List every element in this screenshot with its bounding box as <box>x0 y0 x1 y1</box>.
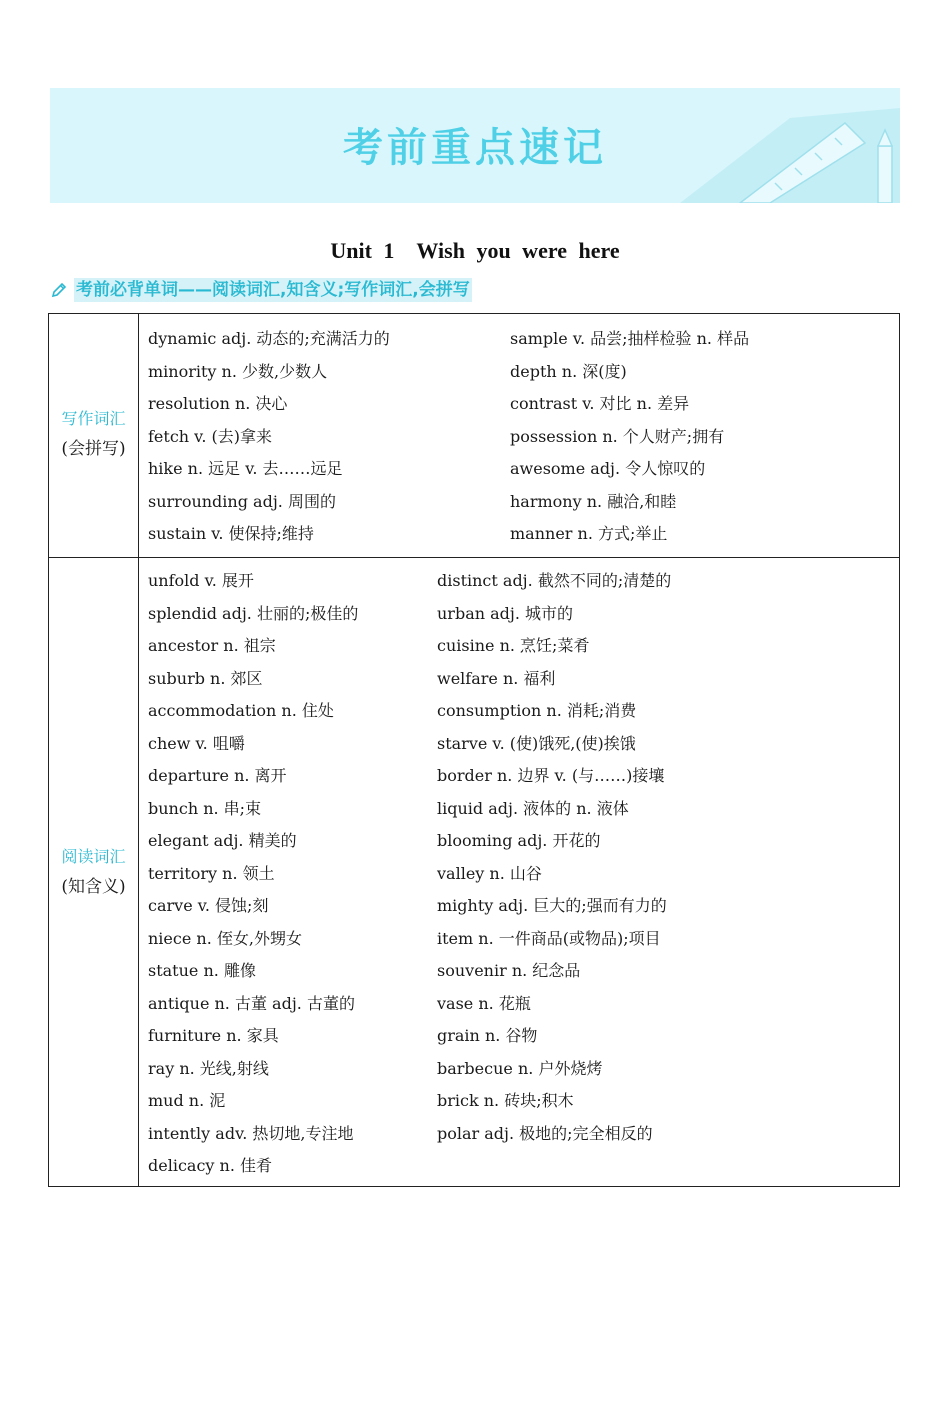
category-reading-sub: (知含义) <box>61 877 126 897</box>
vocab-entry: minority n. 少数,少数人 <box>148 361 328 381</box>
vocab-entry: item n. 一件商品(或物品);项目 <box>437 928 661 948</box>
vocab-entry: polar adj. 极地的;完全相反的 <box>437 1123 653 1143</box>
writing-words-right <box>510 326 749 554</box>
vocab-entry: mud n. 泥 <box>148 1091 226 1110</box>
vocab-entry: barbecue n. 户外烧烤 <box>437 1058 603 1078</box>
vocab-entry: territory n. 领土 <box>148 863 275 883</box>
section-heading-text: 考前必背单词——阅读词汇,知含义;写作词汇,会拼写 <box>76 280 470 300</box>
reading-words-left <box>148 568 358 1186</box>
vocab-entry: antique n. 古董 adj. 古董的 <box>148 993 355 1013</box>
vocab-entry: fetch v. (去)拿来 <box>148 426 272 446</box>
vocab-entry: welfare n. 福利 <box>437 668 556 688</box>
vocab-entry: unfold v. 展开 <box>148 571 254 590</box>
page-title: 考前重点速记 <box>343 125 607 171</box>
vocab-entry: chew v. 咀嚼 <box>148 733 245 753</box>
vocab-entry: vase n. 花瓶 <box>437 993 531 1013</box>
vocab-entry: resolution n. 决心 <box>148 394 288 413</box>
vocab-entry: carve v. 侵蚀;刻 <box>148 896 269 915</box>
unit-title: Unit 1 Wish you were here <box>330 238 620 263</box>
vocab-entry: statue n. 雕像 <box>148 961 256 980</box>
vocab-entry: depth n. 深(度) <box>510 361 627 381</box>
vocab-entry: urban adj. 城市的 <box>437 603 574 623</box>
writing-words-left <box>148 326 390 554</box>
vocab-entry: awesome adj. 令人惊叹的 <box>510 459 706 478</box>
vocab-entry: possession n. 个人财产;拥有 <box>510 426 725 446</box>
vocab-entry: splendid adj. 壮丽的;极佳的 <box>148 603 359 623</box>
vocab-entry: sustain v. 使保持;维持 <box>148 524 314 543</box>
vocab-entry: blooming adj. 开花的 <box>437 831 601 850</box>
vocab-entry: souvenir n. 纪念品 <box>437 961 581 980</box>
vocab-entry: manner n. 方式;举止 <box>510 524 668 543</box>
vocab-entry: valley n. 山谷 <box>437 863 542 883</box>
vocab-entry: delicacy n. 佳肴 <box>148 1156 273 1175</box>
vocab-entry: starve v. (使)饿死,(使)挨饿 <box>437 733 636 753</box>
category-reading <box>49 842 138 902</box>
vocab-entry: ancestor n. 祖宗 <box>148 636 276 655</box>
vocab-entry: harmony n. 融洽,和睦 <box>510 491 677 511</box>
section-heading <box>50 278 472 302</box>
category-writing-sub: (会拼写) <box>61 439 126 459</box>
category-writing <box>49 404 138 464</box>
vocab-entry: surrounding adj. 周围的 <box>148 491 336 511</box>
row-divider <box>49 557 899 558</box>
vocab-entry: mighty adj. 巨大的;强而有力的 <box>437 896 667 915</box>
vocab-entry: dynamic adj. 动态的;充满活力的 <box>148 329 390 348</box>
vocab-entry: suburb n. 郊区 <box>148 668 263 688</box>
vocab-entry: departure n. 离开 <box>148 766 287 785</box>
vocab-entry: sample v. 品尝;抽样检验 n. 样品 <box>510 329 750 348</box>
vocab-entry: liquid adj. 液体的 n. 液体 <box>437 798 629 818</box>
pencil-icon <box>50 281 68 299</box>
vocab-entry: consumption n. 消耗;消费 <box>437 701 637 720</box>
vocab-entry: furniture n. 家具 <box>148 1026 279 1045</box>
vocab-entry: accommodation n. 住处 <box>148 701 334 720</box>
header-banner <box>50 88 900 203</box>
vocab-entry: grain n. 谷物 <box>437 1026 538 1045</box>
category-writing-name: 写作词汇 <box>61 409 126 428</box>
category-reading-name: 阅读词汇 <box>61 847 126 866</box>
vocab-entry: brick n. 砖块;积木 <box>437 1091 574 1110</box>
vocab-entry: ray n. 光线,射线 <box>148 1058 269 1078</box>
vocab-entry: bunch n. 串;束 <box>148 798 262 818</box>
vocab-entry: hike n. 远足 v. 去……远足 <box>148 459 343 478</box>
ruler-pencil-icon <box>660 88 900 203</box>
column-divider <box>138 314 139 1186</box>
reading-words-right <box>437 568 671 1153</box>
vocab-entry: contrast v. 对比 n. 差异 <box>510 394 690 413</box>
vocab-entry: distinct adj. 截然不同的;清楚的 <box>437 571 672 590</box>
vocab-entry: elegant adj. 精美的 <box>148 831 297 850</box>
vocab-table <box>48 313 900 1187</box>
vocab-entry: cuisine n. 烹饪;菜肴 <box>437 636 590 655</box>
vocab-entry: niece n. 侄女,外甥女 <box>148 928 302 948</box>
vocab-entry: border n. 边界 v. (与……)接壤 <box>437 766 665 785</box>
vocab-entry: intently adv. 热切地,专注地 <box>148 1123 354 1143</box>
